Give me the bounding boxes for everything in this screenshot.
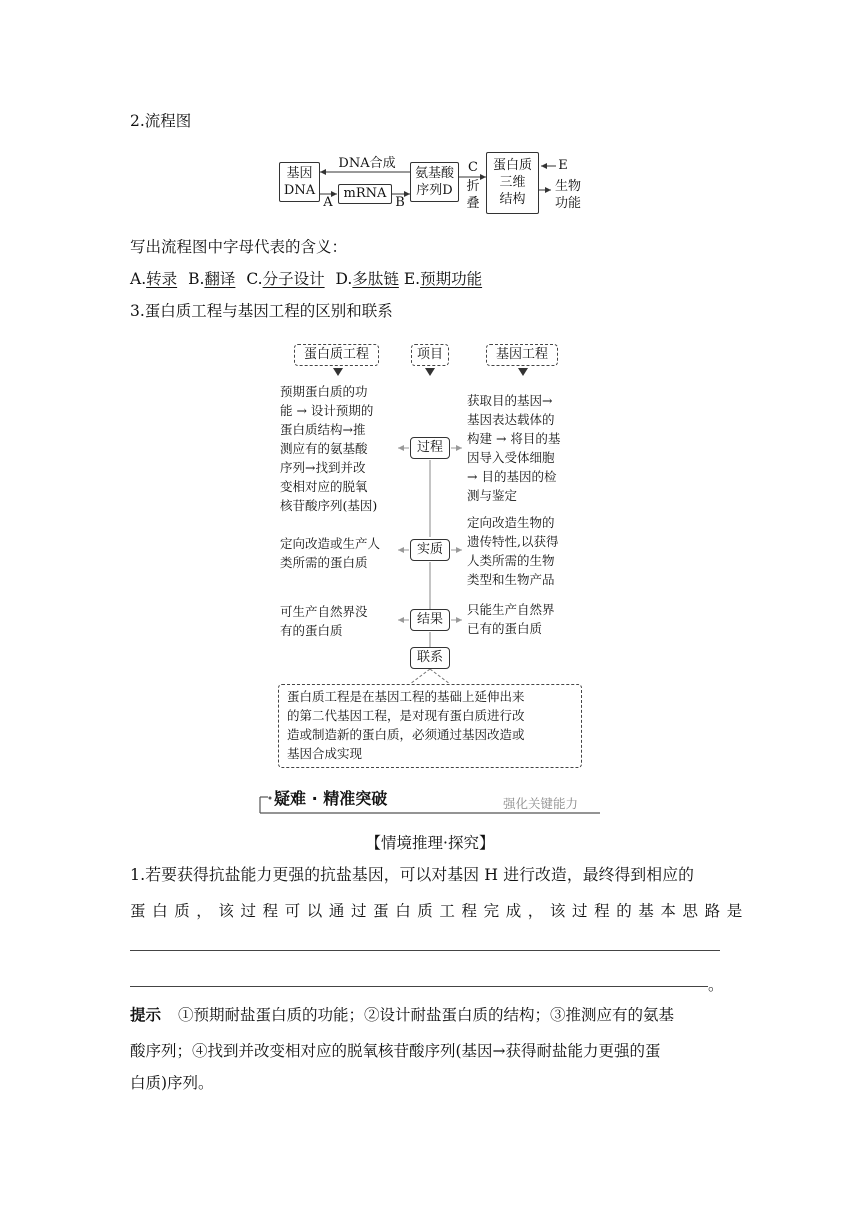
amino-seq-line: 序列D: [416, 183, 453, 198]
header-gene-engineering: 基因工程: [486, 344, 558, 366]
text-line: 测与鉴定: [467, 488, 518, 503]
answer-prefix: D.: [335, 270, 353, 288]
protein-line: 结构: [499, 192, 526, 207]
text-line: → 目的基因的检: [467, 469, 557, 484]
row-label-relation: 联系: [410, 647, 450, 669]
answer-blank-end: 。: [708, 976, 724, 994]
text-line: 只能生产自然界: [467, 602, 555, 617]
text-line: 已有的蛋白质: [467, 621, 543, 636]
answer-b: 翻译: [204, 270, 236, 288]
inquiry-question-line1: 1.若要获得抗盐能力更强的抗盐基因，可以对基因 H 进行改造，最终得到相应的: [130, 865, 694, 884]
answer-a: 转录: [146, 270, 178, 288]
fold-line: 折: [466, 179, 480, 194]
protein-line: 蛋白质: [492, 158, 532, 173]
text-line: 有的蛋白质: [280, 623, 343, 638]
mrna-box: mRNA: [338, 184, 392, 204]
text-line: 类所需的蛋白质: [280, 555, 368, 570]
hint-line-1: ①预期耐盐蛋白质的功能；②设计耐盐蛋白质的结构；③推测应有的氨基: [177, 1006, 674, 1024]
inquiry-question-line2: 蛋白质，该过程可以通过蛋白质工程完成，该过程的基本思路是: [130, 902, 749, 920]
text-line: 基因表达载体的: [467, 412, 555, 427]
text-line: 核苷酸序列(基因): [280, 498, 378, 513]
banner-subtitle: 强化关键能力: [503, 796, 579, 811]
header-protein-engineering: 蛋白质工程: [294, 344, 379, 366]
hint-line-3: 白质)序列。: [130, 1074, 214, 1092]
flow-question: 写出流程图中字母代表的含义：: [130, 238, 348, 256]
hint-line-2: 酸序列；④找到并改变相对应的脱氧核苷酸序列(基因→获得耐盐能力更强的蛋: [130, 1042, 661, 1060]
text-line: 因导入受体细胞: [467, 450, 555, 465]
text-line: 可生产自然界没: [280, 604, 368, 619]
label-a: A: [323, 195, 333, 210]
text-line: 遗传特性,以获得: [467, 534, 559, 549]
text-line: 定向改造生物的: [467, 515, 555, 530]
protein-line: 三维: [499, 175, 526, 190]
dna-synthesis-label: DNA合成: [338, 156, 396, 171]
gene-dna-line: DNA: [283, 183, 316, 198]
fold-line: 叠: [466, 196, 480, 211]
section2-heading: 2.流程图: [130, 112, 192, 130]
row-label-essence: 实质: [410, 539, 450, 561]
gene-dna-line: 基因: [286, 166, 313, 181]
text-line: 构建 → 将目的基: [467, 431, 561, 446]
text-line: 造或制造新的蛋白质，必须通过基因改造或: [287, 727, 525, 742]
section3-heading: 3.蛋白质工程与基因工程的区别和联系: [130, 302, 393, 320]
answer-d: 多肽链: [352, 270, 399, 288]
text-line: 人类所需的生物: [467, 553, 555, 568]
inquiry-heading: 【情境推理·探究】: [365, 834, 495, 852]
answer-c: 分子设计: [262, 270, 325, 288]
label-c: C: [468, 160, 478, 175]
text-line: 蛋白质结构→推: [280, 422, 366, 437]
answer-e: 预期功能: [420, 270, 483, 288]
text-line: 测应有的氨基酸: [280, 441, 368, 456]
row-label-process: 过程: [410, 437, 450, 459]
amino-seq-line: 氨基酸: [414, 166, 454, 181]
text-line: 变相对应的脱氧: [280, 479, 368, 494]
header-item: 项目: [411, 344, 449, 366]
answer-blank-line-1[interactable]: [130, 950, 720, 951]
hint-paragraph: [130, 1004, 674, 1026]
text-line: 能 → 设计预期的: [280, 403, 374, 418]
text-line: 基因合成实现: [287, 746, 363, 761]
text-line: 预期蛋白质的功: [280, 384, 368, 399]
answer-prefix: A.: [130, 270, 147, 288]
label-b: B: [395, 195, 405, 210]
row-label-result: 结果: [410, 609, 450, 631]
text-line: 序列→找到并改: [280, 460, 366, 475]
hint-label: 提示: [130, 1006, 162, 1024]
label-e: E: [558, 158, 568, 173]
text-line: 类型和生物产品: [467, 572, 555, 587]
banner-title: 疑难 · 精准突破: [274, 789, 388, 808]
answer-prefix: C.: [246, 270, 263, 288]
function-line: 功能: [554, 196, 581, 211]
answer-blank-line-2[interactable]: [130, 986, 708, 987]
text-line: 蛋白质工程是在基因工程的基础上延伸出来: [287, 689, 525, 704]
text-line: 的第二代基因工程，是对现有蛋白质进行改: [287, 708, 525, 723]
text-line: 获取目的基因→: [467, 393, 553, 408]
answer-prefix: B.: [188, 270, 205, 288]
text-line: 定向改造或生产人: [280, 536, 381, 551]
answer-prefix: E.: [403, 270, 421, 288]
function-line: 生物: [554, 179, 581, 194]
